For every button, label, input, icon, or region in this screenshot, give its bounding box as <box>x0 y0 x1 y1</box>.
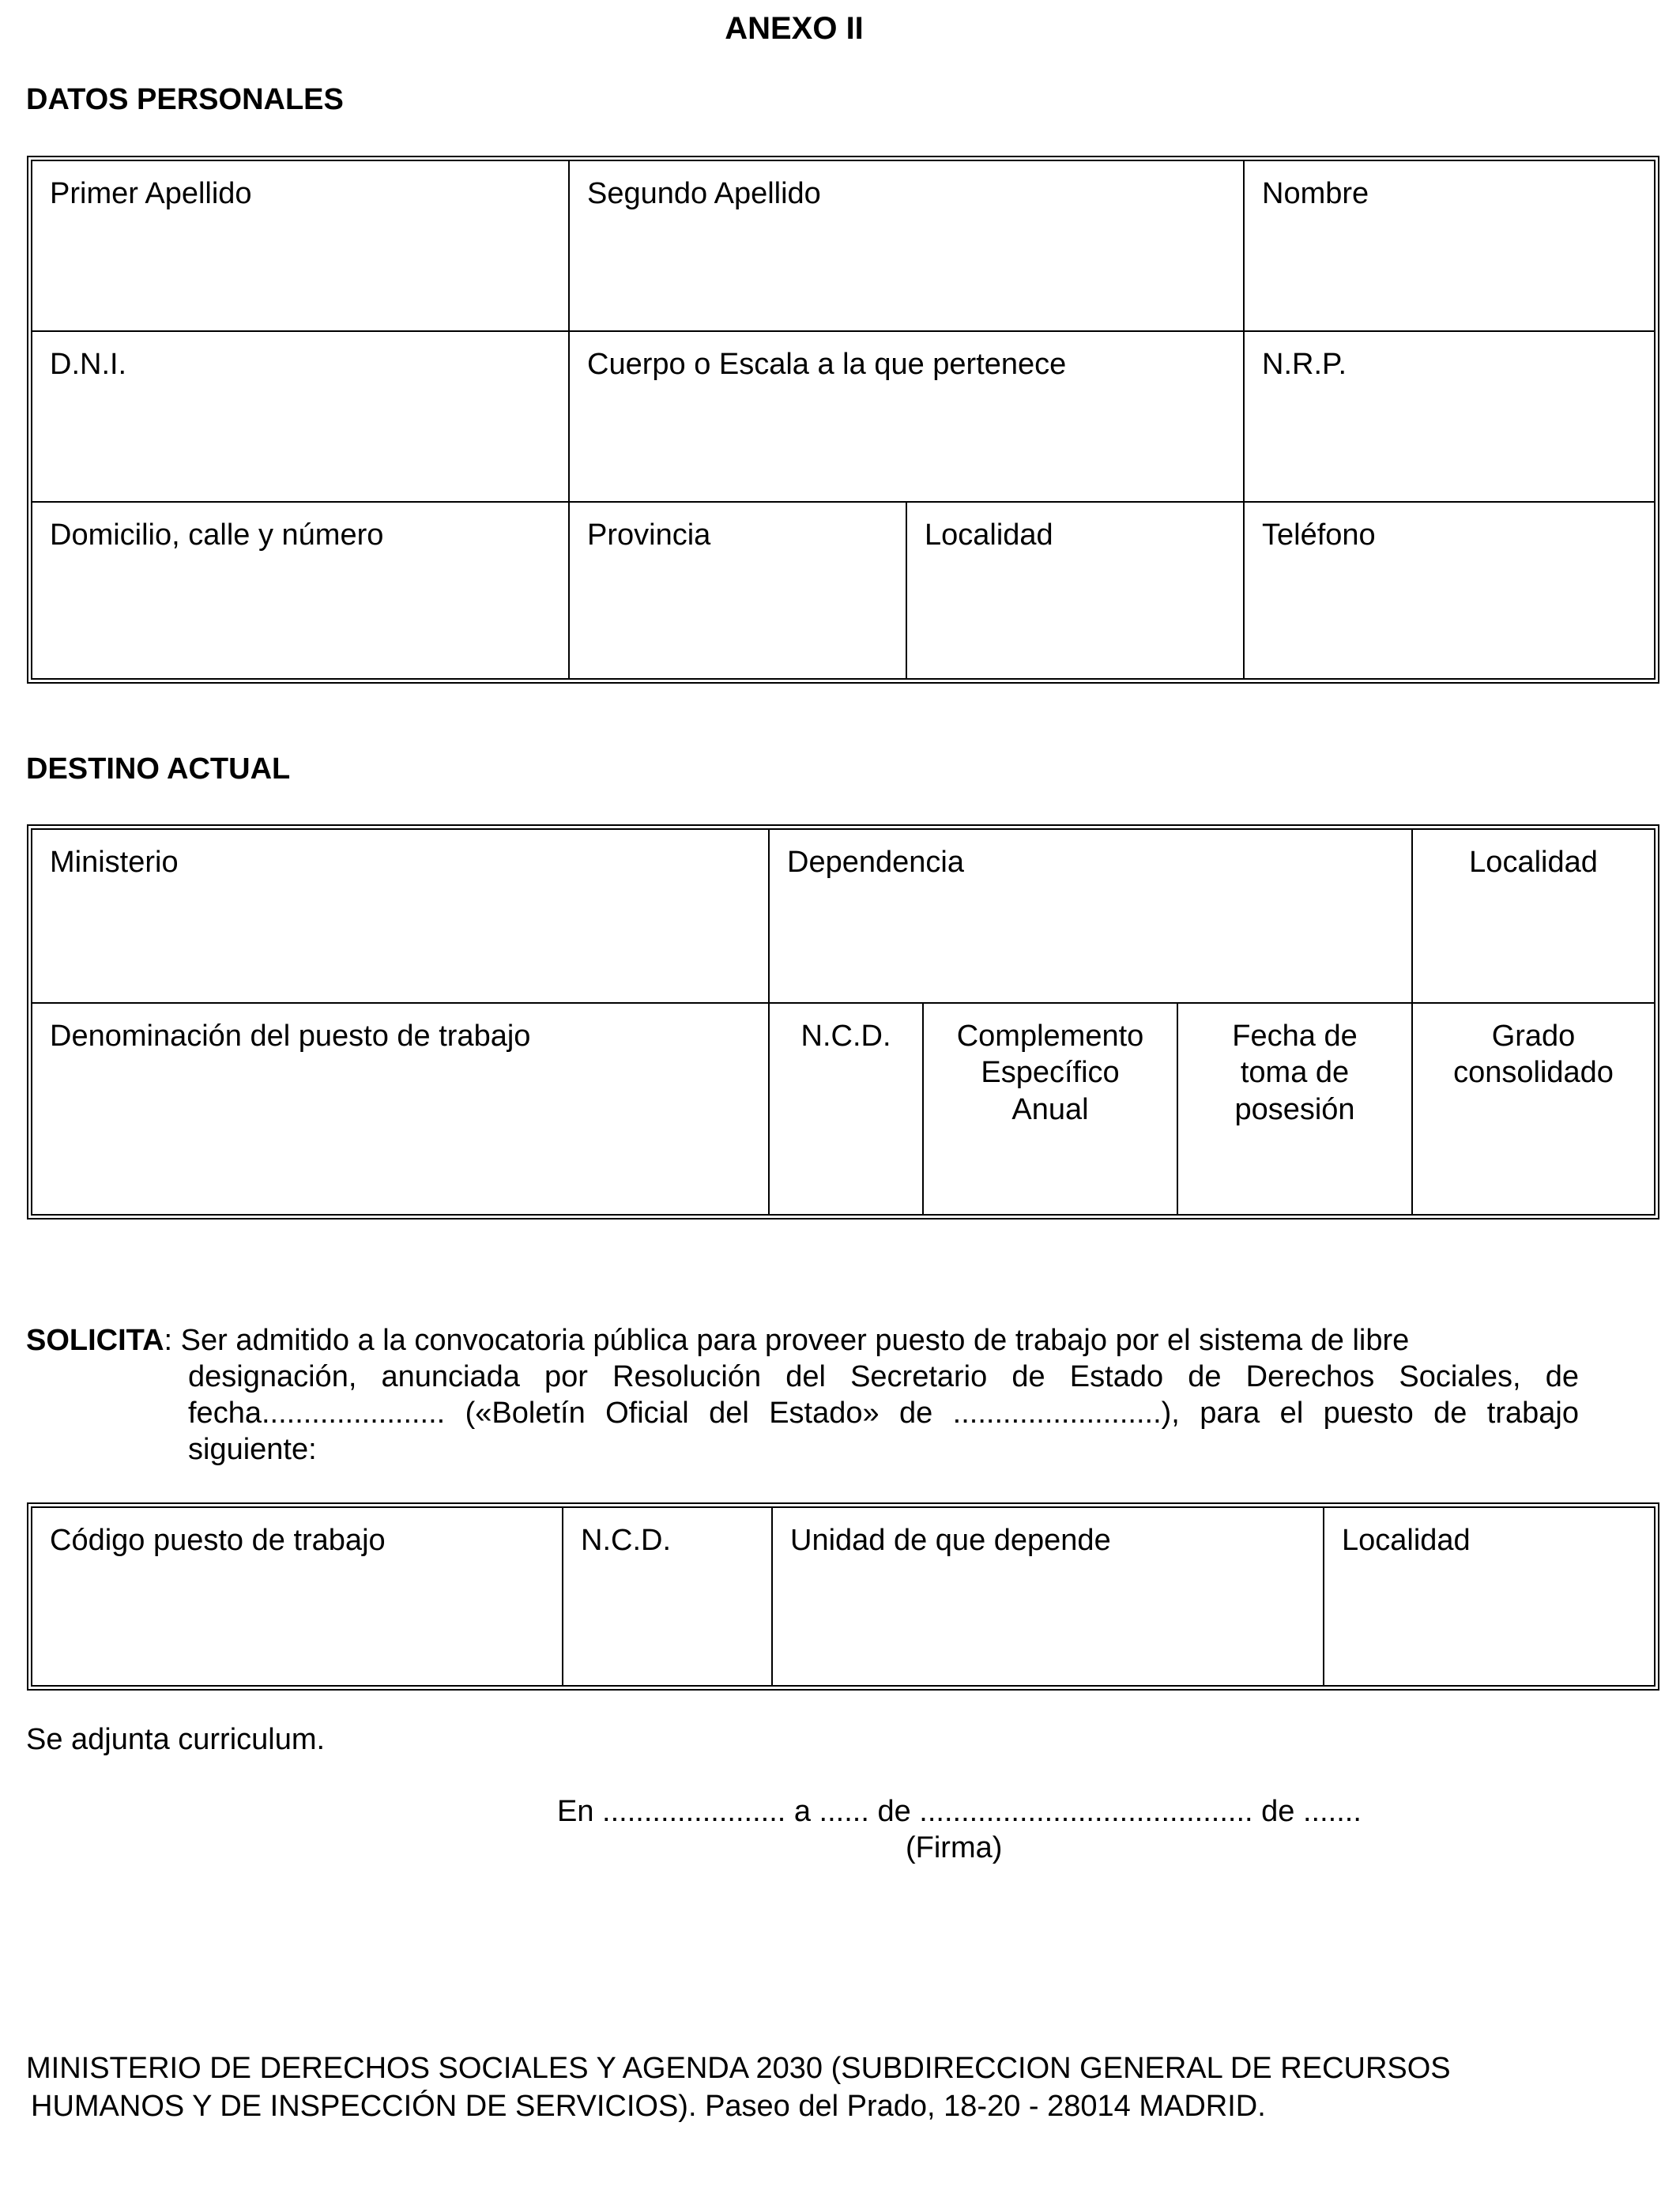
field-fecha-toma-posesion[interactable]: Fecha de toma de posesión <box>1178 1004 1413 1214</box>
field-cuerpo-escala[interactable]: Cuerpo o Escala a la que pertenece <box>570 332 1245 503</box>
field-dni[interactable]: D.N.I. <box>32 332 570 503</box>
section-heading-destino-actual: DESTINO ACTUAL <box>26 752 291 786</box>
field-dependencia[interactable]: Dependencia <box>770 830 1413 1004</box>
datos-personales-table <box>27 156 1659 684</box>
adjunta-curriculum: Se adjunta curriculum. <box>26 1723 326 1756</box>
footer-line-1: MINISTERIO DE DERECHOS SOCIALES Y AGENDA 2030 (SUBDIRECCION GENERAL DE RECURSOS <box>26 2052 1451 2085</box>
field-unidad-depende[interactable]: Unidad de que depende <box>773 1508 1324 1685</box>
page-title: ANEXO II <box>725 11 864 46</box>
field-complemento-especifico[interactable]: Complemento Específico Anual <box>924 1004 1178 1214</box>
field-puesto-localidad[interactable]: Localidad <box>1342 1524 1471 1557</box>
puesto-solicitado-table <box>27 1502 1659 1691</box>
field-ministerio[interactable]: Ministerio <box>32 830 770 1004</box>
field-nombre[interactable]: Nombre <box>1245 161 1654 332</box>
solicita-first-line: : Ser admitido a la convocatoria pública para proveer puesto de trabajo por el sistema de libre <box>164 1324 1410 1357</box>
field-destino-localidad[interactable]: Localidad <box>1413 830 1654 1004</box>
field-primer-apellido[interactable]: Primer Apellido <box>32 161 570 332</box>
solicita-paragraph <box>26 1322 1579 1468</box>
section-heading-datos-personales: DATOS PERSONALES <box>26 83 344 116</box>
field-codigo-puesto[interactable]: Código puesto de trabajo <box>32 1508 563 1685</box>
field-grado-consolidado[interactable]: Grado consolidado <box>1453 1020 1614 1090</box>
field-denominacion-puesto[interactable]: Denominación del puesto de trabajo <box>32 1004 770 1214</box>
field-puesto-ncd[interactable]: N.C.D. <box>563 1508 773 1685</box>
field-domicilio[interactable]: Domicilio, calle y número <box>32 503 570 678</box>
footer-address <box>26 2049 1579 2125</box>
footer-line-2: HUMANOS Y DE INSPECCIÓN DE SERVICIOS). Paseo del Prado, 18-20 - 28014 MADRID. <box>31 2090 1266 2123</box>
field-telefono[interactable]: Teléfono <box>1262 518 1376 552</box>
solicita-text: designación, anunciada por Resolución del Secretario de Estado de Derechos Sociales, de fecha...................... («Boletín Oficial del Estado» de .........................), para el puesto de trabajo siguiente: <box>188 1360 1579 1466</box>
date-place-line: En ...................... a ...... de ........................................ de ....... <box>557 1795 1362 1828</box>
signature-label: (Firma) <box>906 1831 1003 1864</box>
field-localidad[interactable]: Localidad <box>907 503 1245 678</box>
field-provincia[interactable]: Provincia <box>570 503 907 678</box>
field-nrp[interactable]: N.R.P. <box>1245 332 1654 503</box>
field-segundo-apellido[interactable]: Segundo Apellido <box>570 161 1245 332</box>
destino-actual-table <box>27 824 1659 1220</box>
solicita-label: SOLICITA <box>26 1324 164 1357</box>
field-ncd[interactable]: N.C.D. <box>770 1004 924 1214</box>
